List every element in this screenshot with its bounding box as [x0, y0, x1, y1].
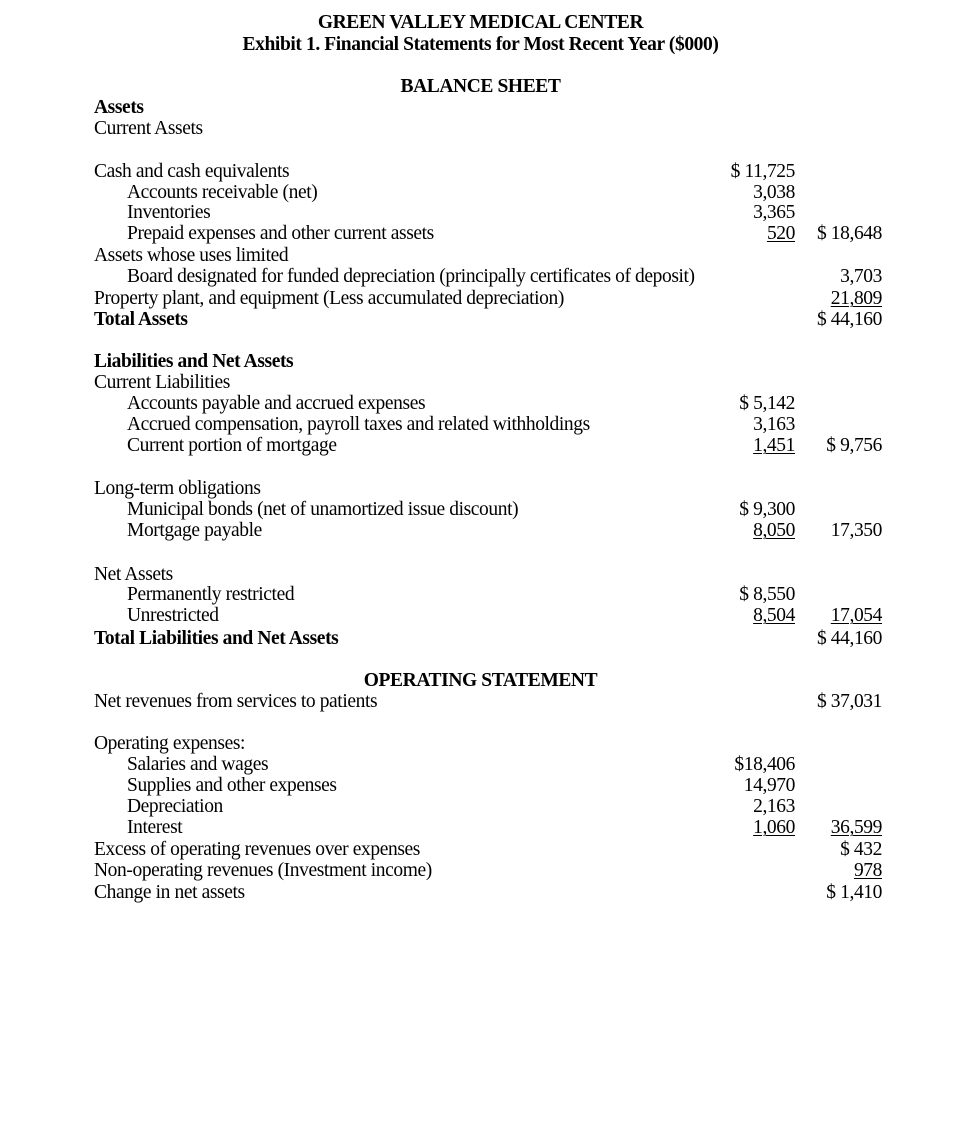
board-designated-amount: 3,703: [840, 266, 882, 287]
net-asset-item-label: Permanently restricted: [127, 584, 295, 605]
limited-assets-label: Assets whose uses limited: [94, 245, 289, 266]
expense-item-label: Supplies and other expenses: [127, 775, 337, 796]
long-term-subtotal: 17,350: [830, 520, 882, 541]
asset-item-amount: $ 11,725: [730, 161, 795, 182]
net-asset-item-label: Unrestricted: [127, 605, 219, 626]
expense-item-amount: 2,163: [753, 796, 795, 817]
asset-item-label: Accounts receivable (net): [127, 182, 318, 203]
current-liabilities-subtotal: $ 9,756: [826, 435, 882, 456]
expense-item-label: Salaries and wages: [127, 754, 269, 775]
total-expenses-amount: 36,599: [830, 817, 882, 838]
asset-item-amount: 520: [766, 223, 795, 244]
long-term-item-label: Municipal bonds (net of unamortized issue discount): [127, 499, 519, 520]
operating-statement-title: OPERATING STATEMENT: [363, 670, 598, 691]
long-term-item-amount: $ 9,300: [739, 499, 795, 520]
ppe-amount: 21,809: [830, 288, 882, 309]
balance-sheet-title: BALANCE SHEET: [400, 76, 561, 97]
total-assets-label: Total Assets: [94, 309, 188, 330]
expense-item-amount: $18,406: [734, 754, 795, 775]
expense-item-label: Interest: [127, 817, 183, 838]
current-assets-subtotal: $ 18,648: [816, 223, 882, 244]
excess-label: Excess of operating revenues over expenses: [94, 839, 420, 860]
asset-item-amount: 3,365: [753, 202, 795, 223]
ppe-label: Property plant, and equipment (Less accumulated depreciation): [94, 288, 564, 309]
net-assets-label: Net Assets: [94, 564, 173, 585]
expense-item-amount: 14,970: [743, 775, 795, 796]
net-asset-item-amount: $ 8,550: [739, 584, 795, 605]
excess-amount: $ 432: [840, 839, 882, 860]
long-term-label: Long-term obligations: [94, 478, 261, 499]
asset-item-label: Inventories: [127, 202, 211, 223]
current-liabilities-label: Current Liabilities: [94, 372, 230, 393]
net-asset-item-amount: 8,504: [753, 605, 795, 626]
long-term-item-label: Mortgage payable: [127, 520, 262, 541]
liability-item-amount: 1,451: [753, 435, 795, 456]
net-revenues-amount: $ 37,031: [816, 691, 882, 712]
current-assets-label: Current Assets: [94, 118, 203, 139]
org-name: GREEN VALLEY MEDICAL CENTER: [317, 12, 644, 33]
liability-item-label: Current portion of mortgage: [127, 435, 337, 456]
change-net-assets-label: Change in net assets: [94, 882, 245, 903]
expense-item-amount: 1,060: [753, 817, 795, 838]
exhibit-title: Exhibit 1. Financial Statements for Most Recent Year ($000): [242, 34, 719, 55]
board-designated-label: Board designated for funded depreciation (principally certificates of deposit): [127, 266, 695, 287]
change-net-assets-amount: $ 1,410: [826, 882, 882, 903]
liability-item-amount: 3,163: [753, 414, 795, 435]
net-assets-subtotal: 17,054: [830, 605, 882, 626]
net-revenues-label: Net revenues from services to patients: [94, 691, 378, 712]
total-liabilities-amount: $ 44,160: [816, 628, 882, 649]
asset-item-label: Prepaid expenses and other current assets: [127, 223, 434, 244]
asset-item-amount: 3,038: [753, 182, 795, 203]
liability-item-amount: $ 5,142: [739, 393, 795, 414]
expense-item-label: Depreciation: [127, 796, 223, 817]
non-operating-amount: 978: [853, 860, 882, 881]
asset-item-label: Cash and cash equivalents: [94, 161, 290, 182]
non-operating-label: Non-operating revenues (Investment income): [94, 860, 432, 881]
liabilities-heading: Liabilities and Net Assets: [94, 351, 294, 372]
long-term-item-amount: 8,050: [753, 520, 795, 541]
total-liabilities-label: Total Liabilities and Net Assets: [94, 628, 339, 649]
liability-item-label: Accounts payable and accrued expenses: [127, 393, 426, 414]
operating-expenses-label: Operating expenses:: [94, 733, 246, 754]
total-assets-amount: $ 44,160: [816, 309, 882, 330]
liability-item-label: Accrued compensation, payroll taxes and related withholdings: [127, 414, 590, 435]
assets-heading: Assets: [94, 97, 144, 118]
